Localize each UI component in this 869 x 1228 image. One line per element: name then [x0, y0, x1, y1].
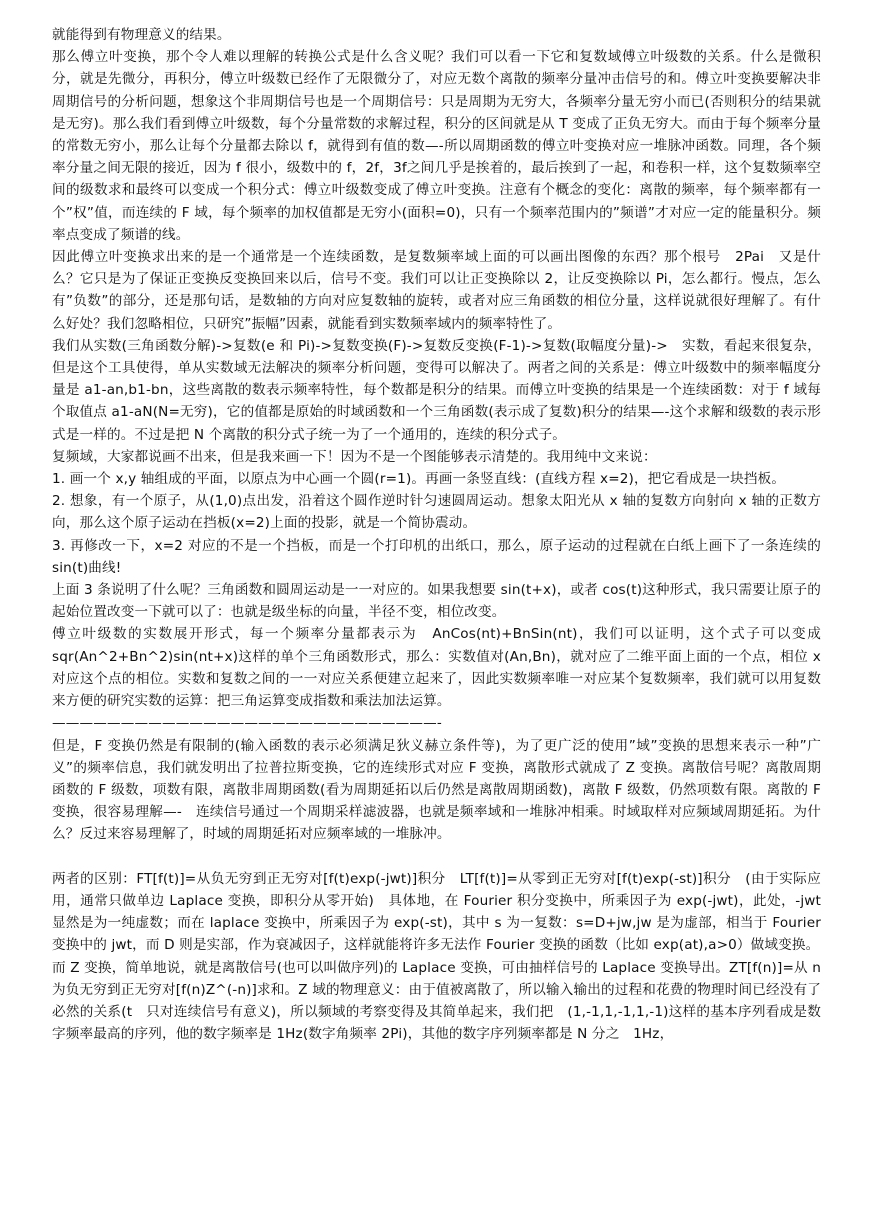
paragraph: 就能得到有物理意义的结果。 — [52, 27, 231, 43]
paragraph: 复频域，大家都说画不出来，但是我来画一下！因为不是一个图能够表示清楚的。我用纯中文来说： — [52, 448, 657, 465]
blank-line — [52, 846, 821, 868]
paragraph: 傅立叶级数的实数展开形式，每一个频率分量都表示为 AnCos(nt)+BnSin(nt)，我们可以证明，这个式子可以变成 sqr(An^2+Bn^2)sin(nt+x)这样的单个三角函数形式，那么：实数值对(An,Bn)，就对应了二维平面上面的一个点，相位 x 对应这个点的相位。实数和复数之间的一一对应关系便建立起来了，因此实数频率唯一对应某个复数频率，我们就可以用复数来方便的研究实数的运算：把三角运算变成指数和乘法加法运算。 — [52, 626, 821, 710]
paragraph: 我们从实数(三角函数分解)->复数(e 和 Pi)->复数变换(F)->复数反变换(F-1)->复数(取幅度分量)-> 实数，看起来很复杂，但是这个工具使得，单从实数域无法解决的频率分析问题，变得可以解决了。两者之间的关系是：傅立叶级数中的频率幅度分量是 a1-an,b1-bn，这些离散的数表示频率特性，每个数都是积分的结果。而傅立叶变换的结果是一个连续函数：对于 f 域每个取值点 a1-aN(N=无穷)，它的值都是原始的时域函数和一个三角函数(表示成了复数)积分的结果—-这个求解和级数的表示形式是一样的。不过是把 N 个离散的积分式子统一为了一个通用的，连续的积分式子。 — [52, 337, 821, 443]
paragraph: 但是，F 变换仍然是有限制的(输入函数的表示必须满足狄义赫立条件等)，为了更广泛的使用”域”变换的思想来表示一种”广义”的频率信息，我们就发明出了拉普拉斯变换，它的连续形式对应 F 变换，离散形式就成了 Z 变换。离散信号呢？离散周期函数的 F 级数，项数有限，离散非周期函数(看为周期延拓以后仍然是离散周期函数)，离散 F 级数，仍然项数有限。离散的 F 变换，很容易理解—- 连续信号通过一个周期采样滤波器，也就是频率域和一堆脉冲相乘。时域取样对应频域周期延拓。为什么？反过来容易理解了，时域的周期延拓对应频率域的一堆脉冲。 — [52, 737, 821, 843]
list-item: 1. 画一个 x,y 轴组成的平面，以原点为中心画一个圆(r=1)。再画一条竖直线：(直线方程 x=2)，把它看成是一块挡板。 — [52, 471, 786, 488]
paragraph: 那么傅立叶变换，那个令人难以理解的转换公式是什么含义呢？我们可以看一下它和复数域傅立叶级数的关系。什么是微积分，就是先微分，再积分，傅立叶级数已经作了无限微分了，对应无数个离散的频率分量冲击信号的和。傅立叶变换要解决非周期信号的分析问题，想象这个非周期信号也是一个周期信号：只是周期为无穷大，各频率分量无穷小而已(否则积分的结果就是无穷)。那么我们看到傅立叶级数，每个分量常数的求解过程，积分的区间就是从 T 变成了正负无穷大。而由于每个频率分量的常数无穷小，那么让每个分量都去除以 f，就得到有值的数—-所以周期函数的傅立叶变换对应一堆脉冲函数。同理，各个频率分量之间无限的接近，因为 f 很小，级数中的 f，2f，3f之间几乎是挨着的，最后挨到了一起，和卷积一样，这个复数频率空间的级数求和最终可以变成一个积分式：傅立叶级数变成了傅立叶变换。注意有个概念的变化：离散的频率，每个频率都有一个”权”值，而连续的 F 域，每个频率的加权值都是无穷小(面积=0)，只有一个频率范围内的”频谱”才对应一定的能量积分。频率点变成了频谱的线。 — [52, 49, 821, 243]
paragraph: 而 Z 变换，简单地说，就是离散信号(也可以叫做序列)的 Laplace 变换，可由抽样信号的 Laplace 变换导出。ZT[f(n)]=从 n 为负无穷到正无穷对[f(n)Z^(-n)]求和。Z 域的物理意义：由于值被离散了，所以输入输出的过程和花费的物理时间已经没有了必然的关系(t 只对连续信号有意义)，所以频域的考察变得及其简单起来，我们把 (1,-1,1,-1,1,-1)这样的基本序列看成是数字频率最高的序列，他的数字频率是 1Hz(数字角频率 2Pi)，其他的数字序列频率都是 N 分之 1Hz， — [52, 959, 821, 1043]
paragraph: 上面 3 条说明了什么呢？三角函数和圆周运动是一一对应的。如果我想要 sin(t+x)，或者 cos(t)这种形式，我只需要让原子的起始位置改变一下就可以了：也就是级坐标的向量，半径不变，相位改变。 — [52, 582, 821, 621]
separator-line: ————————————————————————————- — [52, 715, 442, 732]
list-item: 2. 想象，有一个原子，从(1,0)点出发，沿着这个圆作逆时针匀速圆周运动。想象太阳光从 x 轴的复数方向射向 x 轴的正数方向，那么这个原子运动在挡板(x=2)上面的投影，就是一个简协震动。 — [52, 493, 821, 532]
paragraph: 因此傅立叶变换求出来的是一个通常是一个连续函数，是复数频率域上面的可以画出图像的东西？那个根号 2Pai 又是什么？它只是为了保证正变换反变换回来以后，信号不变。我们可以让正变换除以 2，让反变换除以 Pi，怎么都行。慢点，怎么有”负数”的部分，还是那句话，是数轴的方向对应复数轴的旋转，或者对应三角函数的相位分量，这样说就很好理解了。有什么好处？我们忽略相位，只研究”振幅”因素，就能看到实数频率域内的频率特性了。 — [52, 249, 821, 332]
list-item: 3. 再修改一下，x=2 对应的不是一个挡板，而是一个打印机的出纸口，那么，原子运动的过程就在白纸上画下了一条连续的 sin(t)曲线! — [52, 537, 821, 576]
paragraph: 两者的区别：FT[f(t)]=从负无穷到正无穷对[f(t)exp(-jwt)]积分 LT[f(t)]=从零到正无穷对[f(t)exp(-st)]积分 (由于实际应用，通常只做单边 Laplace 变换，即积分从零开始) 具体地，在 Fourier 积分变换中，所乘因子为 exp(-jwt)，此处，-jwt 显然是为一纯虚数；而在 laplace 变换中，所乘因子为 exp(-st)，其中 s 为一复数：s=D+jw,jw 是为虚部，相当于 Fourier 变换中的 jwt，而 D 则是实部，作为衰减因子，这样就能将许多无法作 Fourier 变换的函数（比如 exp(at),a>0）做域变换。 — [52, 870, 821, 954]
